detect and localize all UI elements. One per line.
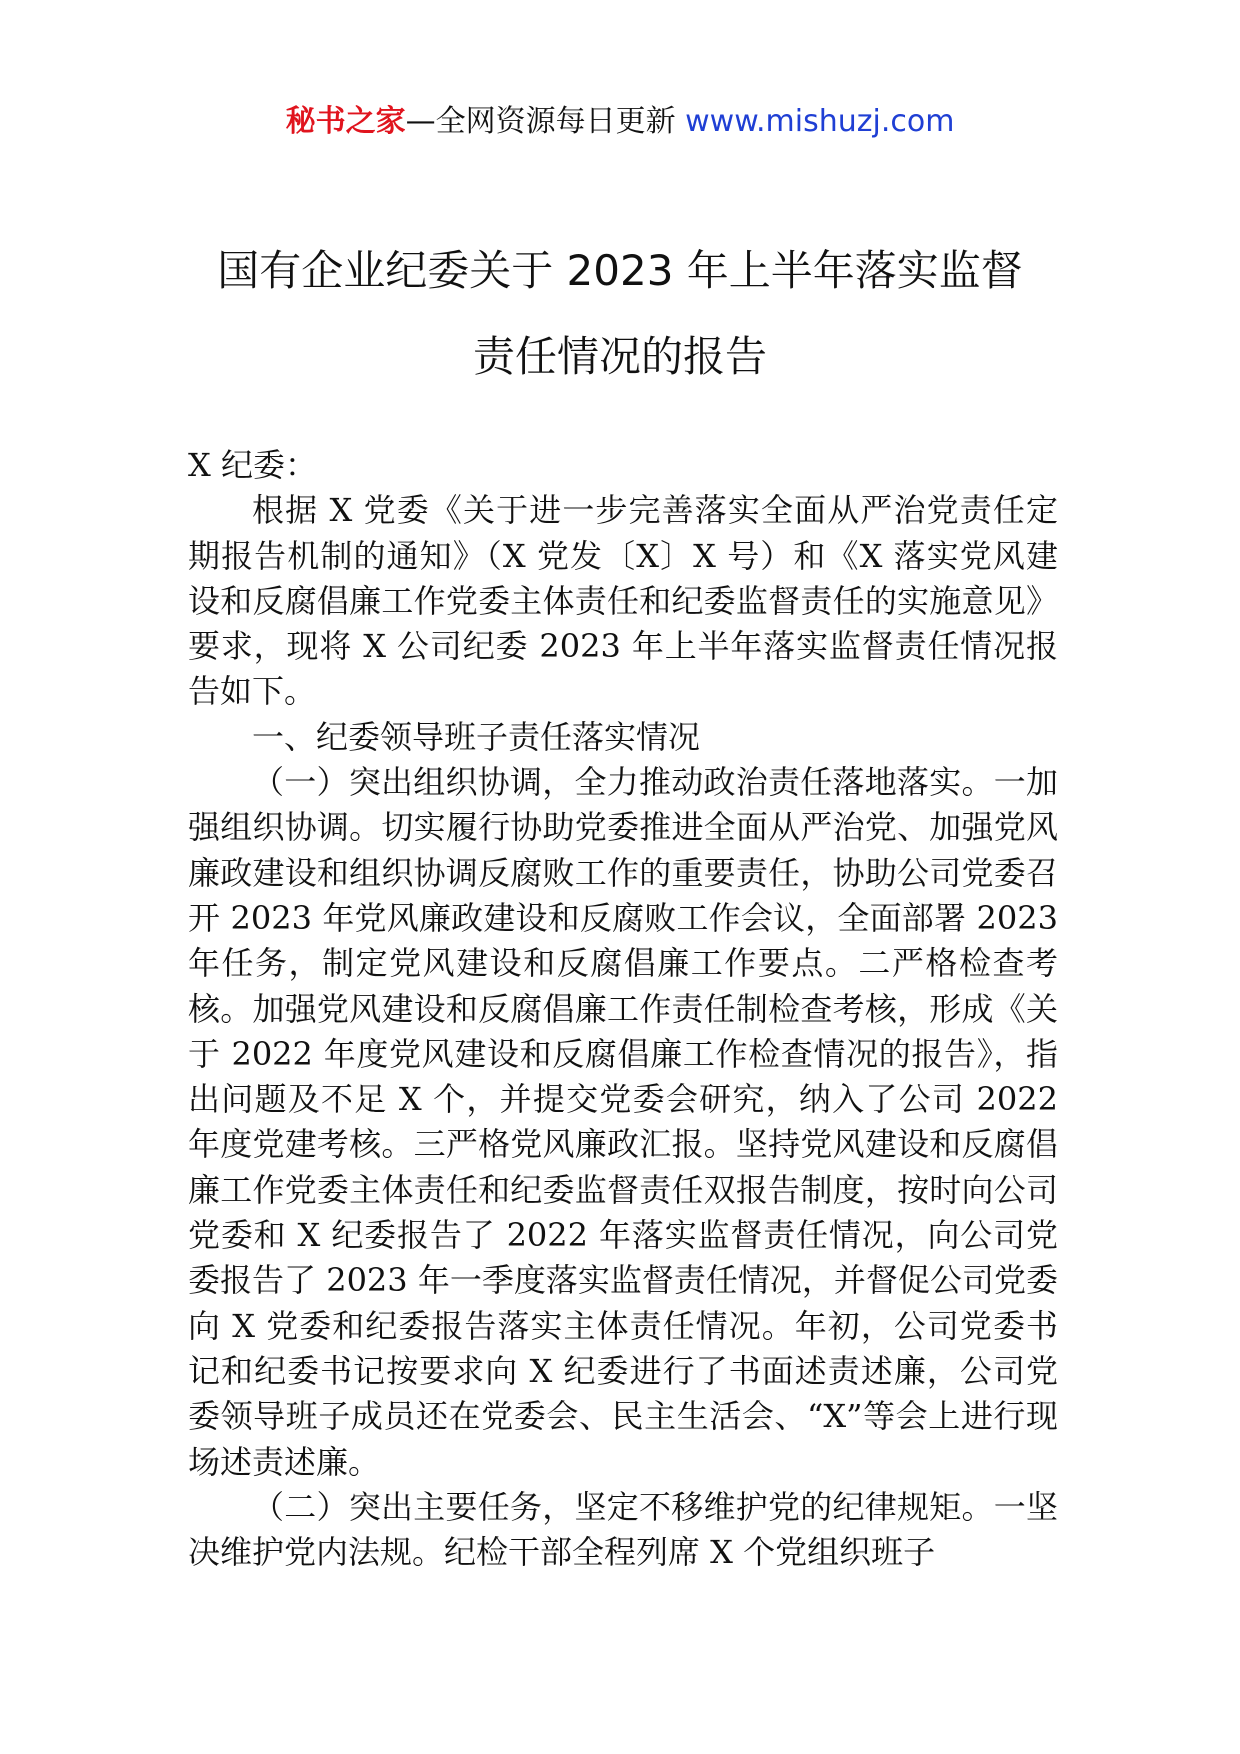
site-brand: 秘书之家 bbox=[285, 104, 406, 139]
site-url-link[interactable]: www.mishuzj.com bbox=[685, 104, 955, 139]
salutation: X 纪委： bbox=[188, 446, 317, 484]
document-title-line-2: 责任情况的报告 bbox=[472, 332, 767, 381]
paragraph-section-1-2: （二）突出主要任务，坚定不移维护党的纪律规矩。一坚决维护党内法规。纪检干部全程列席 X 个党组织班子 bbox=[188, 1487, 1058, 1572]
paragraph-intro: 根据 X 党委《关于进一步完善落实全面从严治党责任定期报告机制的通知》（X 党发〔X〕X 号）和《X 落实党风建设和反腐倡廉工作党委主体责任和纪委监督责任的实施意见》要求，现将 X 公司纪委 2023 年上半年落实监督责任情况报告如下。 bbox=[188, 491, 1058, 711]
section-heading-1: 一、纪委领导班子责任落实情况 bbox=[252, 717, 701, 756]
document-title bbox=[160, 228, 1080, 400]
site-banner bbox=[0, 100, 1240, 144]
paragraph-section-1-1: （一）突出组织协调，全力推动政治责任落地落实。一加强组织协调。切实履行协助党委推进全面从严治党、加强党风廉政建设和组织协调反腐败工作的重要责任，协助公司党委召开 2023 年党风廉政建设和反腐败工作会议，全面部署 2023 年任务，制定党风建设和反腐倡廉工作要点。二严格检查考核。加强党风建设和反腐倡廉工作责任制检查考核，形成《关于 2022 年度党风建设和反腐倡廉工作检查情况的报告》，指出问题及不足 X 个，并提交党委会研究，纳入了公司 2022 年度党建考核。三严格党风廉政汇报。坚持党风建设和反腐倡廉工作党委主体责任和纪委监督责任双报告制度，按时向公司党委和 X 纪委报告了 2022 年落实监督责任情况，向公司党委报告了 2023 年一季度落实监督责任情况，并督促公司党委向 X 党委和纪委报告落实主体责任情况。年初，公司党委书记和纪委书记按要求向 X 纪委进行了书面述责述廉，公司党委领导班子成员还在党委会、民主生活会、“X”等会上进行现场述责述廉。 bbox=[188, 763, 1058, 1481]
document-body bbox=[188, 443, 1058, 1575]
document-title-line-1: 国有企业纪委关于 2023 年上半年落实监督 bbox=[217, 246, 1023, 295]
site-tagline: —全网资源每日更新 bbox=[405, 104, 686, 139]
